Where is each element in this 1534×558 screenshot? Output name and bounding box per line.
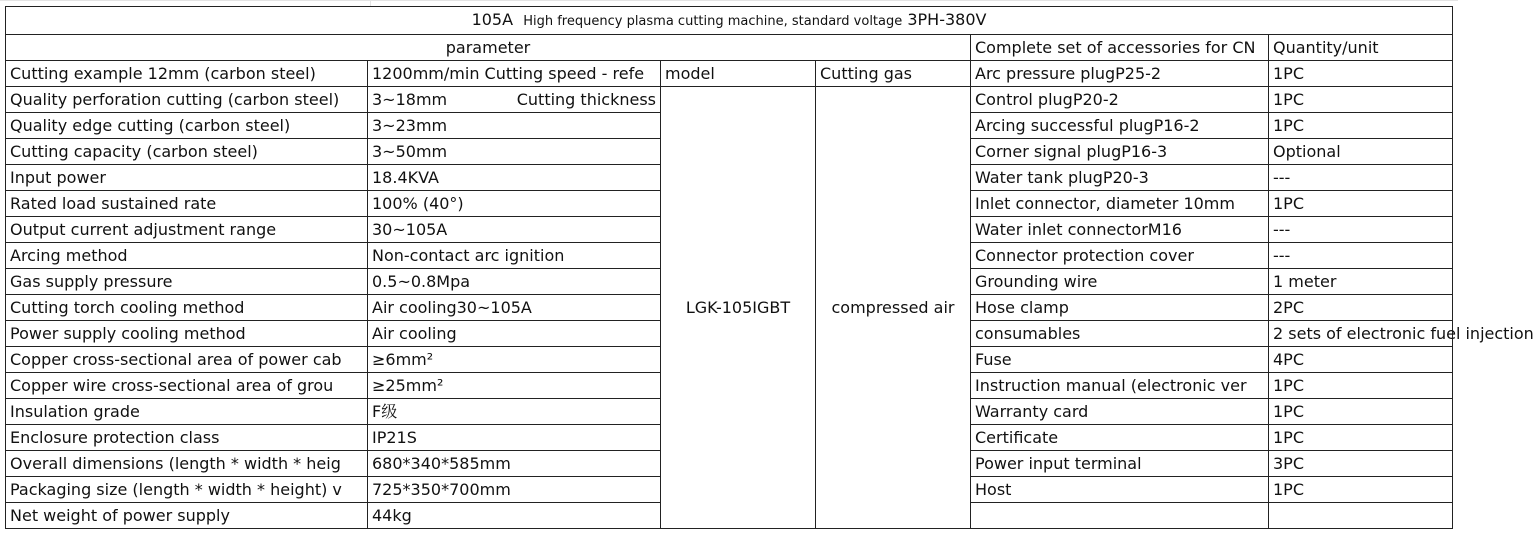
accessory-quantity[interactable]: 2 sets of electronic fuel injection bbox=[1269, 321, 1453, 347]
parameter-extra-text: Cutting thickness bbox=[516, 90, 656, 109]
parameter-label[interactable]: Power supply cooling method bbox=[6, 321, 368, 347]
parameter-value[interactable]: 3~50mm bbox=[368, 139, 661, 165]
parameter-value[interactable]: ≥25mm² bbox=[368, 373, 661, 399]
accessory-quantity[interactable]: 1PC bbox=[1269, 399, 1453, 425]
accessory-name[interactable]: Water inlet connectorM16 bbox=[971, 217, 1269, 243]
parameter-label[interactable]: Arcing method bbox=[6, 243, 368, 269]
parameter-label[interactable]: Input power bbox=[6, 165, 368, 191]
accessory-name[interactable]: Warranty card bbox=[971, 399, 1269, 425]
cutting-gas-value[interactable]: compressed air bbox=[816, 87, 971, 529]
parameter-value[interactable]: F级 bbox=[368, 399, 661, 425]
parameter-label[interactable]: Copper cross-sectional area of power cab bbox=[6, 347, 368, 373]
parameter-label[interactable]: Output current adjustment range bbox=[6, 217, 368, 243]
accessory-quantity[interactable]: --- bbox=[1269, 217, 1453, 243]
parameter-header[interactable]: parameter bbox=[6, 35, 971, 61]
accessory-quantity[interactable]: Optional bbox=[1269, 139, 1453, 165]
accessory-quantity[interactable]: 3PC bbox=[1269, 451, 1453, 477]
parameter-label[interactable]: Copper wire cross-sectional area of grou bbox=[6, 373, 368, 399]
parameter-label[interactable]: Overall dimensions (length * width * heig bbox=[6, 451, 368, 477]
spec-table bbox=[5, 6, 1534, 529]
table-row bbox=[6, 61, 1453, 87]
accessory-name[interactable]: Certificate bbox=[971, 425, 1269, 451]
parameter-value[interactable]: ≥6mm² bbox=[368, 347, 661, 373]
parameter-label[interactable]: Insulation grade bbox=[6, 399, 368, 425]
parameter-value[interactable]: 44kg bbox=[368, 503, 661, 529]
parameter-value[interactable]: 30~105A bbox=[368, 217, 661, 243]
accessory-quantity[interactable]: --- bbox=[1269, 165, 1453, 191]
parameter-label[interactable]: Packaging size (length * width * height) v bbox=[6, 477, 368, 503]
model-value[interactable]: LGK-105IGBT bbox=[661, 87, 816, 529]
accessory-quantity[interactable]: 1PC bbox=[1269, 61, 1453, 87]
model-header[interactable]: model bbox=[661, 61, 816, 87]
accessory-quantity[interactable]: 1PC bbox=[1269, 425, 1453, 451]
parameter-label[interactable]: Enclosure protection class bbox=[6, 425, 368, 451]
parameter-value[interactable]: 0.5~0.8Mpa bbox=[368, 269, 661, 295]
accessory-quantity[interactable]: --- bbox=[1269, 243, 1453, 269]
accessory-quantity[interactable]: 1PC bbox=[1269, 113, 1453, 139]
parameter-value[interactable]: 100% (40°) bbox=[368, 191, 661, 217]
accessory-name[interactable]: Fuse bbox=[971, 347, 1269, 373]
parameter-label[interactable]: Net weight of power supply bbox=[6, 503, 368, 529]
accessory-name[interactable]: Control plugP20-2 bbox=[971, 87, 1269, 113]
accessory-name[interactable]: Grounding wire bbox=[971, 269, 1269, 295]
accessory-quantity[interactable]: 2PC bbox=[1269, 295, 1453, 321]
parameter-label[interactable]: Gas supply pressure bbox=[6, 269, 368, 295]
accessory-name[interactable]: Arcing successful plugP16-2 bbox=[971, 113, 1269, 139]
parameter-label[interactable]: Quality edge cutting (carbon steel) bbox=[6, 113, 368, 139]
parameter-label[interactable]: Quality perforation cutting (carbon steel) bbox=[6, 87, 368, 113]
parameter-value[interactable]: Air cooling bbox=[368, 321, 661, 347]
parameter-value[interactable]: 18.4KVA bbox=[368, 165, 661, 191]
parameter-value[interactable]: IP21S bbox=[368, 425, 661, 451]
parameter-value[interactable]: Air cooling30~105A bbox=[368, 295, 661, 321]
accessory-name[interactable]: Hose clamp bbox=[971, 295, 1269, 321]
parameter-value[interactable]: 680*340*585mm bbox=[368, 451, 661, 477]
accessory-name[interactable]: Power input terminal bbox=[971, 451, 1269, 477]
parameter-value-text: 3~18mm bbox=[372, 90, 448, 109]
accessory-quantity[interactable]: 1PC bbox=[1269, 87, 1453, 113]
parameter-label[interactable]: Cutting example 12mm (carbon steel) bbox=[6, 61, 368, 87]
accessory-name[interactable]: Host bbox=[971, 477, 1269, 503]
accessories-header[interactable]: Complete set of accessories for CN bbox=[971, 35, 1269, 61]
accessory-name[interactable]: Instruction manual (electronic ver bbox=[971, 373, 1269, 399]
accessory-name[interactable]: Inlet connector, diameter 10mm bbox=[971, 191, 1269, 217]
table-title[interactable]: 105A High frequency plasma cutting machine, standard voltage 3PH-380V bbox=[6, 7, 1453, 35]
accessory-quantity[interactable] bbox=[1269, 503, 1453, 529]
accessory-quantity[interactable]: 1PC bbox=[1269, 191, 1453, 217]
parameter-value[interactable]: 1200mm/min Cutting speed - refe bbox=[368, 61, 661, 87]
accessory-name[interactable]: Arc pressure plugP25-2 bbox=[971, 61, 1269, 87]
accessory-name[interactable]: Connector protection cover bbox=[971, 243, 1269, 269]
accessory-name[interactable]: Corner signal plugP16-3 bbox=[971, 139, 1269, 165]
accessory-quantity[interactable]: 1PC bbox=[1269, 477, 1453, 503]
parameter-label[interactable]: Cutting capacity (carbon steel) bbox=[6, 139, 368, 165]
accessory-name[interactable]: consumables bbox=[971, 321, 1269, 347]
parameter-value[interactable]: 3~23mm bbox=[368, 113, 661, 139]
accessory-quantity[interactable]: 1PC bbox=[1269, 373, 1453, 399]
accessory-quantity[interactable]: 4PC bbox=[1269, 347, 1453, 373]
accessory-name[interactable]: Water tank plugP20-3 bbox=[971, 165, 1269, 191]
quantity-header[interactable]: Quantity/unit bbox=[1269, 35, 1453, 61]
accessory-quantity[interactable]: 1 meter bbox=[1269, 269, 1453, 295]
cutting-gas-header[interactable]: Cutting gas bbox=[816, 61, 971, 87]
table-row bbox=[6, 87, 1453, 113]
parameter-label[interactable]: Rated load sustained rate bbox=[6, 191, 368, 217]
parameter-label[interactable]: Cutting torch cooling method bbox=[6, 295, 368, 321]
parameter-value[interactable]: 725*350*700mm bbox=[368, 477, 661, 503]
parameter-value[interactable] bbox=[368, 87, 661, 113]
parameter-value[interactable]: Non-contact arc ignition bbox=[368, 243, 661, 269]
accessory-name[interactable] bbox=[971, 503, 1269, 529]
